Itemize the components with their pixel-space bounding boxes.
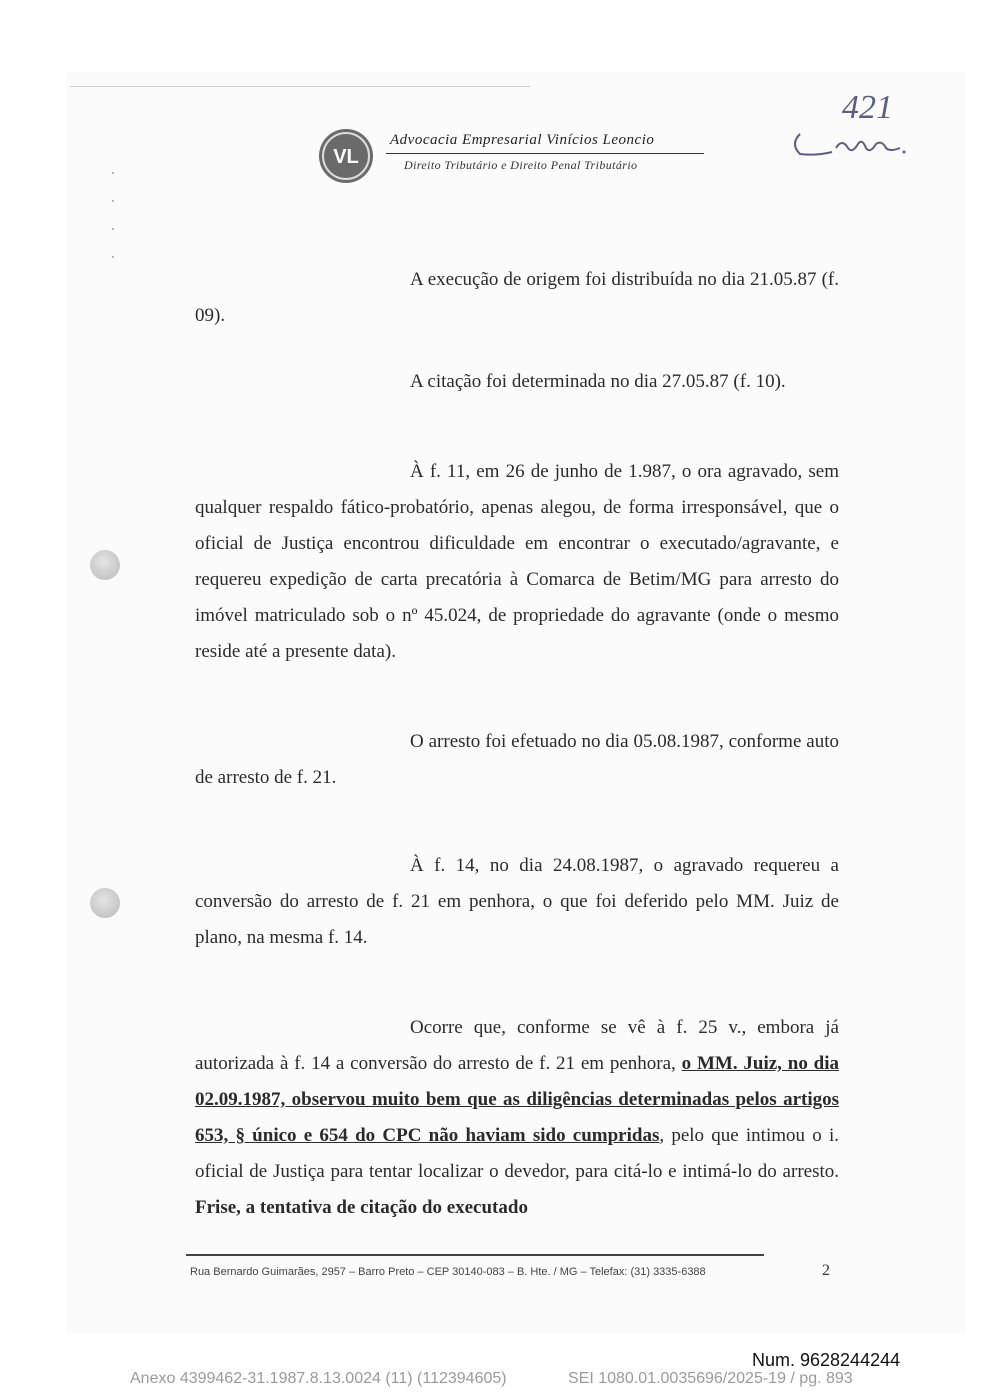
- paragraph-4: [195, 724, 839, 796]
- firm-logo: [318, 128, 374, 184]
- paragraph-1-text: A execução de origem foi distribuída no dia 21.05.87 (f. 09).: [195, 269, 839, 326]
- header-rule: [386, 153, 704, 154]
- punch-hole-top: [90, 550, 120, 580]
- paragraph-2: [195, 364, 839, 400]
- paragraph-5: [195, 848, 839, 956]
- firm-name: Advocacia Empresarial Vinícios Leoncio: [390, 132, 655, 148]
- paragraph-6: [195, 1010, 839, 1226]
- paragraph-3-text: À f. 11, em 26 de junho de 1.987, o ora agravado, sem qualquer respaldo fático-probatório, apenas alegou, de forma irresponsável, que o oficial de Justiça encontrou dificuldade em encontrar o executado/agravante, e requereu expedição de carta precatória à Comarca de Betim/MG para arresto do imóvel matriculado sob o nº 45.024, de propriedade do agravante (onde o mesmo reside até a presente data).: [195, 461, 839, 662]
- logo-text: VL: [333, 146, 359, 168]
- paragraph-6-text: Ocorre que, conforme se vê à f. 25 v., embora já autorizada à f. 14 a conversão do arresto de f. 21 em penhora,: [195, 1017, 839, 1074]
- annex-reference: Anexo 4399462-31.1987.8.13.0024 (11) (112394605): [130, 1370, 507, 1387]
- paragraph-2-text: A citação foi determinada no dia 27.05.87 (f. 10).: [410, 371, 786, 392]
- paragraph-5-text: À f. 14, no dia 24.08.1987, o agravado requereu a conversão do arresto de f. 21 em penhora, o que foi deferido pelo MM. Juiz de plano, na mesma f. 14.: [195, 855, 839, 948]
- handwritten-folio-stamp: [786, 82, 926, 174]
- margin-marks: [112, 172, 118, 262]
- paragraph-4-text: O arresto foi efetuado no dia 05.08.1987, conforme auto de arresto de f. 21.: [195, 731, 839, 788]
- footer-address: Rua Bernardo Guimarães, 2957 – Barro Preto – CEP 30140-083 – B. Hte. / MG – Telefax: (31) 3335-6388: [190, 1266, 706, 1278]
- firm-subtitle: Direito Tributário e Direito Penal Tributário: [404, 158, 638, 172]
- paragraph-6-underlined: o MM. Juiz, no dia 02.09.1987, observou muito bem que as diligências determinadas pelos artigos 653, § único e 654 do CPC não haviam sido cumpridas: [195, 1053, 839, 1146]
- footer-rule: [186, 1254, 764, 1256]
- sei-reference: SEI 1080.01.0035696/2025-19 / pg. 893: [568, 1370, 853, 1387]
- paragraph-1: [195, 262, 839, 334]
- scan-artifact-line: [70, 86, 530, 87]
- folio-number: 421: [842, 89, 893, 126]
- page-number: 2: [822, 1262, 830, 1279]
- paragraph-6-middle: , pelo que intimou o i. oficial de Justiça para tentar localizar o devedor, para citá-lo e intimá-lo do arresto.: [195, 1125, 839, 1182]
- document-number: Num. 9628244244: [752, 1350, 901, 1370]
- paragraph-6-bold: Frise, a tentativa de citação do executado: [195, 1197, 528, 1218]
- punch-hole-bottom: [90, 888, 120, 918]
- letterhead: [318, 128, 718, 184]
- paragraph-3: [195, 454, 839, 670]
